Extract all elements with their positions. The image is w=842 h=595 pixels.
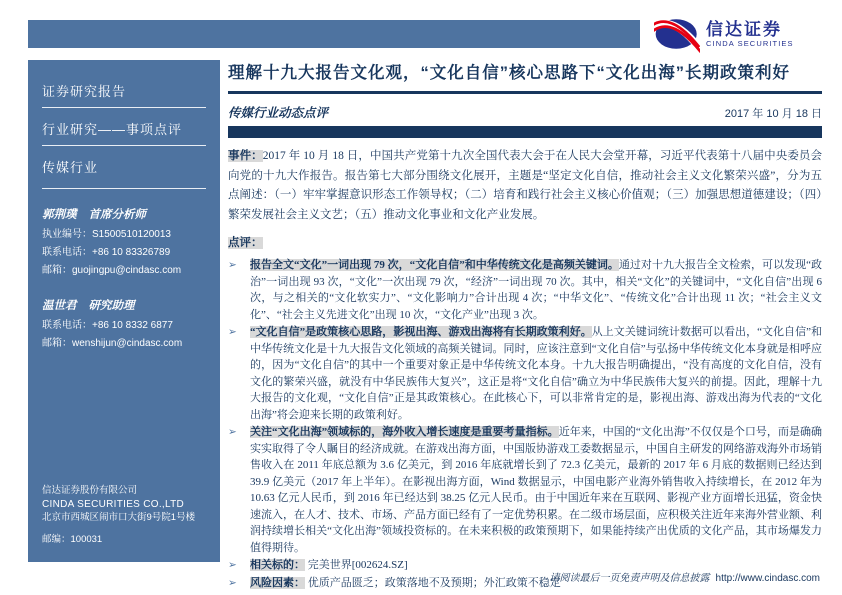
analyst-block-2 <box>42 297 206 353</box>
bullet-paragraph <box>250 324 822 423</box>
sidebar-item-industry: 传媒行业 <box>42 146 206 189</box>
brand-wordmark <box>706 21 794 48</box>
title-divider <box>228 91 822 94</box>
brand-logo <box>654 12 824 56</box>
bullet-paragraph <box>250 424 822 556</box>
section-divider-bar <box>228 126 822 138</box>
analyst-name: 温世君 <box>42 300 77 312</box>
bullet-lead: “文化自信”是政策核心思路，影视出海、游戏出海将有长期政策利好。 <box>250 326 592 338</box>
footer-url-link[interactable]: http://www.cindasc.com <box>715 573 820 584</box>
bullet-arrow-icon: ➢ <box>228 576 237 589</box>
bullet-arrow-icon: ➢ <box>228 326 237 338</box>
report-subtitle: 传媒行业动态点评 <box>228 106 329 120</box>
analyst-license-line: 执业编号：S1500510120013 <box>42 229 171 240</box>
comment-label: 点评： <box>228 237 263 249</box>
sidebar-item-report-type: 证券研究报告 <box>42 70 206 108</box>
report-date: 2017 年 10 月 18 日 <box>724 108 822 120</box>
footer <box>550 569 820 584</box>
bullet-paragraph <box>250 257 822 323</box>
subtitle-row <box>228 103 822 121</box>
report-body <box>228 62 822 592</box>
analyst-phone-line: 联系电话：+86 10 8332 6877 <box>42 320 173 331</box>
bullet-overseas-revenue <box>228 424 822 556</box>
analyst-role: 研究助理 <box>88 300 135 312</box>
bullet-keyword-frequency <box>228 257 822 323</box>
brand-name-en: CINDA SECURITIES <box>706 38 794 48</box>
analyst-phone-line: 联系电话：+86 10 83326789 <box>42 247 171 258</box>
bullet-lead: 相关标的： <box>250 559 305 571</box>
risk-text: 优质产品匮乏；政策落地不及预期；外汇政策不稳定 <box>307 576 561 589</box>
event-label: 事件： <box>228 150 263 162</box>
sidebar-item-research-kind: 行业研究——事项点评 <box>42 108 206 146</box>
analyst-email-line: 邮箱：wenshijun@cindasc.com <box>42 338 183 349</box>
company-info <box>42 484 206 546</box>
header-accent-bar <box>28 20 640 48</box>
bullet-arrow-icon: ➢ <box>228 259 237 271</box>
event-text: 2017 年 10 月 18 日，中国共产党第十九次全国代表大会于在人民大会堂开幕，习近平代表第十八届中央委员会向党的十九大作报告。报告第七大部分围绕文化展开，主题是“坚定文化自信，推动社会主义文化繁荣兴盛”，分为五点阐述：（一）牢牢掌握意识形态工作领导权；（二）培育和践行社会主义核心价值观；（三）加强思想道德建设；（四）繁荣发展社会主义文艺；（五）推动文化事业和文化产业发展。 <box>228 150 822 221</box>
ticker-text: 完美世界[002624.SZ] <box>307 559 408 571</box>
analyst-email-line: 邮箱：guojingpu@cindasc.com <box>42 265 182 276</box>
bullet-text: 通过对十九大报告全文检索，可以发现“政治”一词出现 93 次，“文化”一次出现 79 次，“经济”一词出现 70 次。其中，相关“文化”的关键词中，“文化自信”出现 6 次，与之相关的“文化软实力”、“文化影响力”合计出现 4 次；“中华文化”、“传统文化”合计出现 11 次；“社会主义文化”、“社会主义先进文化”出现 10 次，“文化产业”出现 3 次。 <box>250 259 822 321</box>
company-name-cn: 信达证券股份有限公司 <box>42 485 138 496</box>
company-name-en: CINDA SECURITIES CO.,LTD <box>42 498 185 510</box>
analyst-name: 郭荆璞 <box>42 209 77 221</box>
analyst-block-1 <box>42 206 206 280</box>
company-address: 北京市西城区闹市口大街9号院1号楼 <box>42 512 196 523</box>
bullet-text: 近年来，中国的“文化出海”不仅仅是个口号，而是确确实实取得了令人瞩目的经济成就。在游戏出海方面，中国版协游戏工委数据显示，中国自主研发的网络游戏海外市场销售收入在 2011 年底总额为 3.6 亿美元，到 2016 年底就增长到了 72.3 亿美元，最新的 2017 年 6 月底的数据则已经达到 39.9 亿美元（2017 年上半年）。在影视出海方面，Wind 数据显示，中国电影产业海外销售收入持续增长，在 2012 年为 10.63 亿元人民币，到 2016 年已经达到 38.25 亿元人民币。由于中国近年来在互联网、影视产业方面增长迅猛，资金快速流入，在人才、技术、市场、产品方面已经有了一定优势积累。在二级市场层面，应积极关注近年来海外营业额、利润持续增长相关“文化出海”领域投资标的。在未来积极的政策预期下，如果能持续产出优质的文化产品，其市场爆发力值得期待。 <box>250 426 823 554</box>
comment-label-row <box>228 234 822 250</box>
bullet-lead: 关注“文化出海”领域标的，海外收入增长速度是重要考量指标。 <box>250 426 559 438</box>
comment-bullet-list <box>228 257 822 591</box>
bullet-arrow-icon: ➢ <box>228 559 237 571</box>
analyst-name-row <box>42 206 206 224</box>
brand-name-cn: 信达证券 <box>706 19 782 39</box>
event-paragraph <box>228 147 822 225</box>
bullet-policy-core <box>228 324 822 423</box>
bullet-text: 从上文关键词统计数据可以看出，“文化自信”和中华传统文化是十九大报告文化领域的高频关键词。同时，应该注意到“文化自信”与弘扬中华传统文化本身就是相呼应的，因为“文化自信”的其中一个重要对象正是中华传统文化本身。十九大报告明确提出，“没有高度的文化自信，没有文化的繁荣兴盛，就没有中华民族伟大复兴”，这正是将“文化自信”确立为中华民族伟大复兴的前提。因此，理解十九大报告的文化观，“文化自信”正是其政策核心。在此核心下，可以非常肯定的是，影视出海、游戏出海为代表的“文化出海”将会迎来长期的政策利好。 <box>250 326 823 421</box>
cinda-swoosh-icon <box>654 14 700 54</box>
analyst-role: 首席分析师 <box>88 209 146 221</box>
analyst-name-row <box>42 297 206 315</box>
company-postcode: 邮编：100031 <box>42 533 103 545</box>
bullet-arrow-icon: ➢ <box>228 426 237 438</box>
bullet-lead: 报告全文“文化”一词出现 79 次，“文化自信”和中华传统文化是高频关键词。 <box>250 259 619 271</box>
sidebar <box>28 60 220 562</box>
footer-disclaimer: 请阅读最后一页免责声明及信息披露 <box>549 573 710 584</box>
page-title: 理解十九大报告文化观，“文化自信”核心思路下“文化出海”长期政策利好 <box>228 64 790 82</box>
bullet-lead: 风险因素： <box>250 576 305 589</box>
